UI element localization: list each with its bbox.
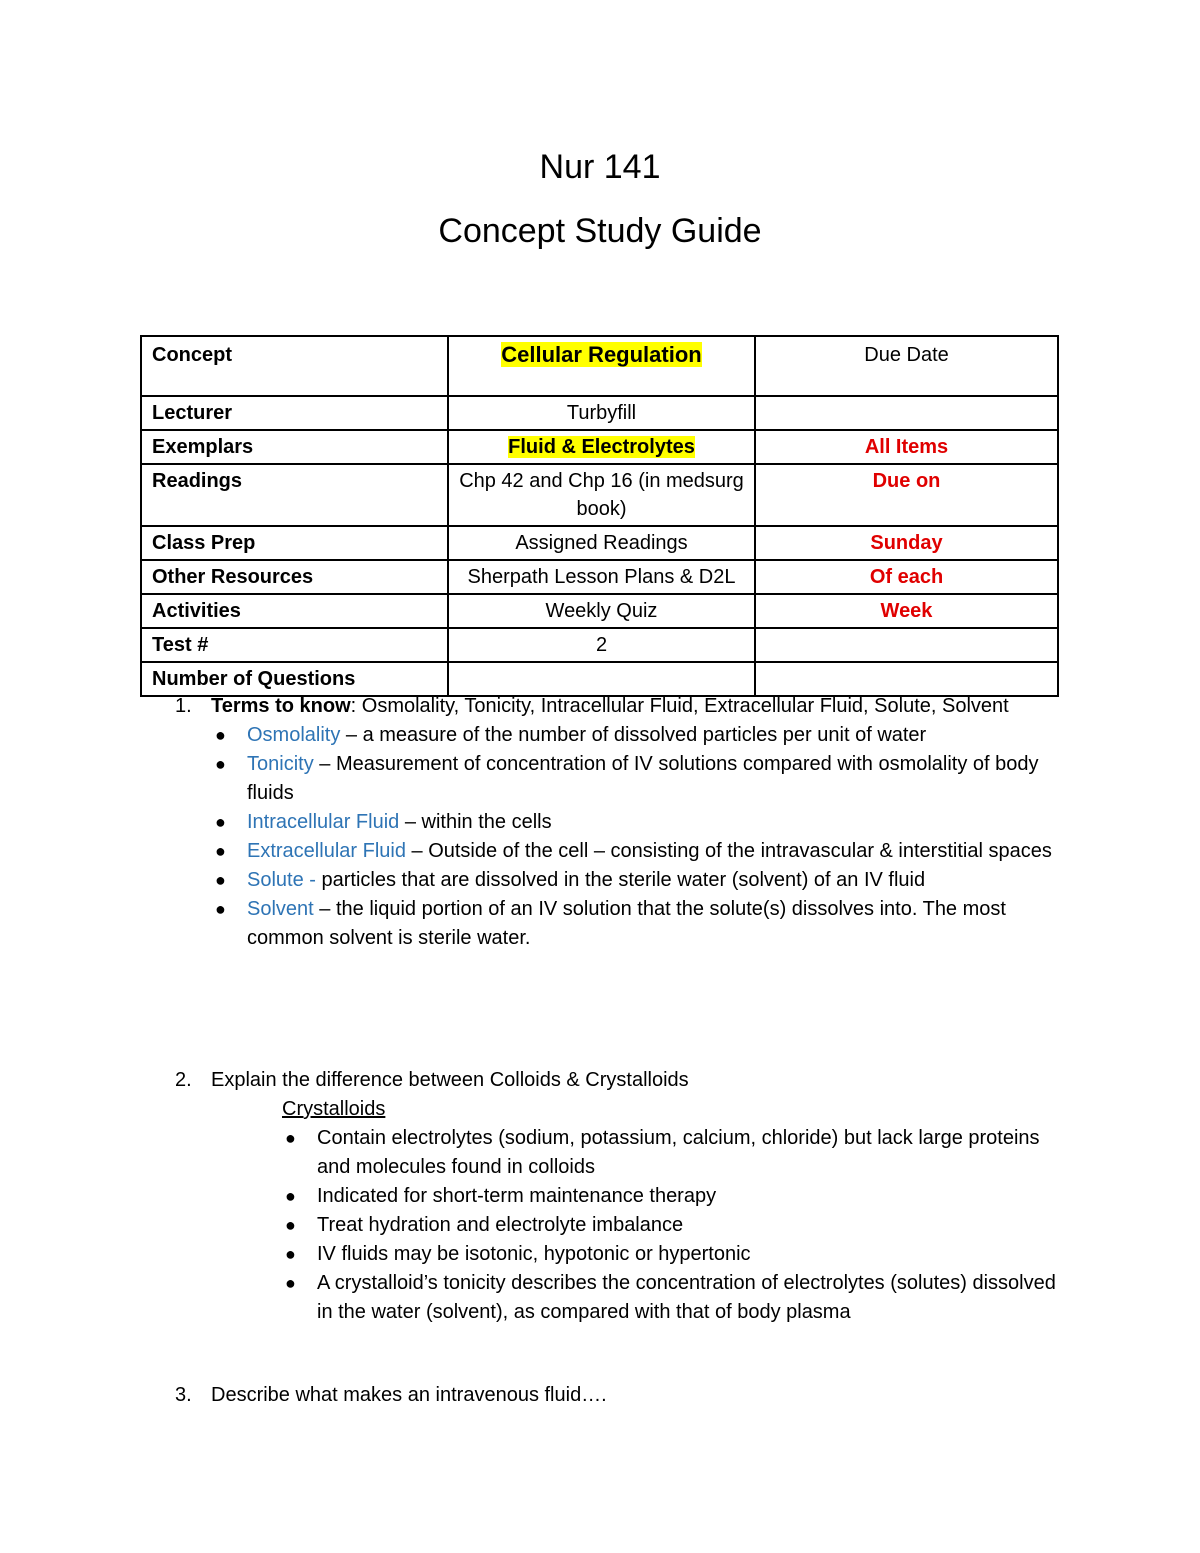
section-text: Describe what makes an intravenous fluid…. — [211, 1384, 607, 1406]
activities-value: Weekly Quiz — [448, 594, 755, 628]
bullet-icon: ● — [215, 841, 226, 861]
table-row — [141, 662, 1058, 696]
bullet-icon: ● — [285, 1244, 296, 1264]
due-date-header: Due Date — [755, 336, 1058, 396]
terms-list — [175, 721, 1075, 953]
list-item — [175, 808, 1075, 837]
list-item — [175, 750, 1075, 808]
due-cell: Due on — [755, 464, 1058, 526]
table-row — [141, 396, 1058, 430]
list-item-text: Treat hydration and electrolyte imbalance — [317, 1214, 684, 1236]
list-item — [175, 1240, 1075, 1269]
section-terms — [175, 692, 1075, 953]
due-cell: Of each — [755, 560, 1058, 594]
bullet-icon: ● — [215, 812, 226, 832]
section-number: 2. — [175, 1069, 192, 1091]
term-name: Intracellular Fluid — [247, 811, 400, 833]
questions-value — [448, 662, 755, 696]
table-row — [141, 430, 1058, 464]
list-item-text: Indicated for short-term maintenance therapy — [317, 1185, 717, 1207]
exemplars-value: Fluid & Electrolytes — [508, 436, 695, 458]
term-definition: particles that are dissolved in the sterile water (solvent) of an IV fluid — [315, 869, 926, 891]
list-item-text: Contain electrolytes (sodium, potassium, calcium, chloride) but lack large proteins and molecules found in colloids — [317, 1127, 1040, 1178]
bullet-icon: ● — [285, 1186, 296, 1206]
table-row — [141, 526, 1058, 560]
term-definition: – a measure of the number of dissolved particles per unit of water — [340, 724, 927, 746]
list-item — [175, 837, 1075, 866]
row-label: Readings — [141, 464, 448, 526]
lecturer-value: Turbyfill — [448, 396, 755, 430]
section-text: Explain the difference between Colloids & Crystalloids — [211, 1069, 689, 1091]
bullet-icon: ● — [215, 899, 226, 919]
list-item — [175, 1124, 1075, 1182]
test-number-value: 2 — [448, 628, 755, 662]
bullet-icon: ● — [215, 754, 226, 774]
class-prep-value: Assigned Readings — [448, 526, 755, 560]
list-item — [175, 1211, 1075, 1240]
term-definition: – within the cells — [399, 811, 552, 833]
table-row — [141, 560, 1058, 594]
term-name: Osmolality — [247, 724, 341, 746]
due-cell: Week — [755, 594, 1058, 628]
bullet-icon: ● — [285, 1215, 296, 1235]
section-number: 1. — [175, 695, 192, 717]
due-cell: All Items — [755, 430, 1058, 464]
list-item-text: A crystalloid’s tonicity describes the concentration of electrolytes (solutes) dissolved in the water (solvent), as compared with that of body plasma — [317, 1272, 1056, 1323]
section-iv-fluid — [175, 1381, 1075, 1410]
section-lead: Terms to know — [211, 695, 351, 717]
concept-table — [140, 335, 1059, 697]
crystalloids-list — [175, 1124, 1075, 1327]
concept-value: Cellular Regulation — [501, 342, 702, 367]
term-definition: – Outside of the cell – consisting of the intravascular & interstitial spaces — [405, 840, 1052, 862]
row-label: Other Resources — [141, 560, 448, 594]
bullet-icon: ● — [215, 725, 226, 745]
row-label: Test # — [141, 628, 448, 662]
row-label: Number of Questions — [141, 662, 448, 696]
due-cell — [755, 662, 1058, 696]
row-label: Class Prep — [141, 526, 448, 560]
row-label: Lecturer — [141, 396, 448, 430]
table-row — [141, 336, 1058, 396]
term-name: Extracellular Fluid — [247, 840, 406, 862]
term-definition: – the liquid portion of an IV solution that the solute(s) dissolves into. The most common solvent is sterile water. — [247, 898, 1006, 949]
list-item — [175, 866, 1075, 895]
term-definition: – Measurement of concentration of IV solutions compared with osmolality of body fluids — [247, 753, 1039, 804]
bullet-icon: ● — [285, 1273, 296, 1293]
due-cell — [755, 396, 1058, 430]
table-row — [141, 594, 1058, 628]
list-item — [175, 721, 1075, 750]
section-colloids — [175, 1066, 1075, 1327]
row-label: Concept — [141, 336, 448, 396]
term-name: Tonicity — [247, 753, 314, 775]
row-label: Exemplars — [141, 430, 448, 464]
row-label: Activities — [141, 594, 448, 628]
crystalloids-heading: Crystalloids — [282, 1098, 386, 1120]
section-number: 3. — [175, 1384, 192, 1406]
list-item — [175, 1182, 1075, 1211]
due-cell — [755, 628, 1058, 662]
page-title: Concept Study Guide — [438, 212, 762, 250]
list-item — [175, 1269, 1075, 1327]
list-item-text: IV fluids may be isotonic, hypotonic or hypertonic — [317, 1243, 751, 1265]
bullet-icon: ● — [215, 870, 226, 890]
table-row — [141, 628, 1058, 662]
term-name: Solvent — [247, 898, 314, 920]
course-title: Nur 141 — [539, 148, 661, 186]
term-name: Solute - — [247, 869, 316, 891]
list-item — [175, 895, 1075, 953]
other-resources-value: Sherpath Lesson Plans & D2L — [448, 560, 755, 594]
section-lead-rest: : Osmolality, Tonicity, Intracellular Fluid, Extracellular Fluid, Solute, Solvent — [350, 695, 1009, 717]
due-cell: Sunday — [755, 526, 1058, 560]
table-row — [141, 464, 1058, 526]
bullet-icon: ● — [285, 1128, 296, 1148]
readings-value: Chp 42 and Chp 16 (in medsurg book) — [448, 464, 755, 526]
